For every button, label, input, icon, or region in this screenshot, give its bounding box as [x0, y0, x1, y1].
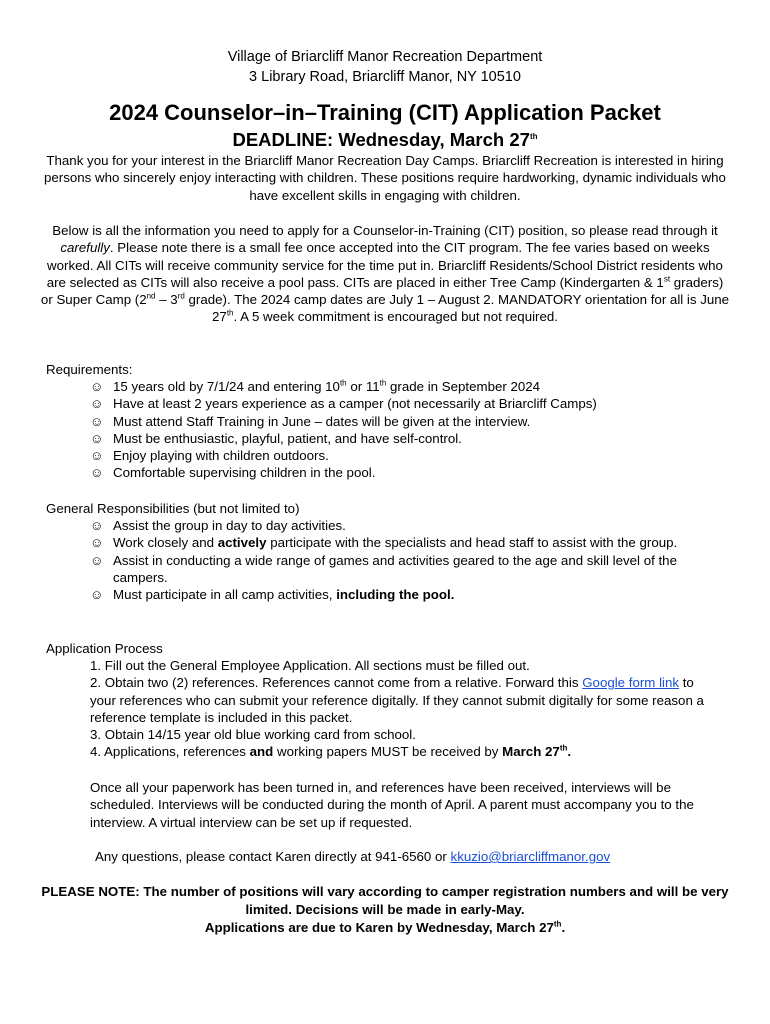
followup-paragraph: Once all your paperwork has been turned in, and references have been received, interviews will be scheduled. Interviews will be conducted during the month of April. A parent must accompany you to the interview. A virtual interview can be set up if requested.	[90, 780, 694, 830]
important-note	[30, 883, 740, 937]
step-3: 3. Obtain 14/15 year old blue working card from school.	[90, 727, 416, 743]
details-paragraph: Below is all the information you need to apply for a Counselor-in-Training (CIT) position, so please read through it carefully. Please note there is a small fee once accepted into the CIT program. The fee varies based on weeks worked. All CITs will receive community service for the time put in. Briarcliff Residents/School District residents who are selected as CITs will also receive a pool pass. CITs are placed in either Tree Camp (Kindergarten & 1st graders) or Super Camp (2nd – 3rd grade). The 2024 camp dates are July 1 – August 2. MANDATORY orientation for all is June 27th. A 5 week commitment is encouraged but not required.	[40, 223, 730, 325]
requirements-list	[90, 378, 710, 482]
deadline-heading: DEADLINE: Wednesday, March 27th	[232, 129, 538, 150]
requirements-heading: Requirements:	[46, 362, 133, 377]
smiley-icon: ☺	[90, 448, 104, 464]
list-item: ☺ Must participate in all camp activities, including the pool.	[90, 587, 455, 603]
smiley-icon: ☺	[90, 379, 104, 394]
smiley-icon: ☺	[90, 535, 104, 551]
list-item: ☺ Must attend Staff Training in June – dates will be given at the interview.	[90, 413, 531, 429]
list-item: ☺ Have at least 2 years experience as a camper (not necessarily at Briarcliff Camps)	[90, 396, 597, 412]
list-item: ☺ Must be enthusiastic, playful, patient, and have self-control.	[90, 430, 462, 446]
contact-line: Any questions, please contact Karen directly at 941-6560 or kkuzio@briarcliffmanor.gov	[95, 849, 611, 864]
process-steps	[90, 657, 720, 761]
note-line-2: Applications are due to Karen by Wednesday, March 27th.	[204, 919, 566, 935]
list-item: ☺ Enjoy playing with children outdoors.	[90, 448, 329, 464]
page-title: 2024 Counselor–in–Training (CIT) Application Packet	[109, 100, 661, 125]
list-item: ☺ 15 years old by 7/1/24 and entering 10th or 11th grade in September 2024	[90, 378, 541, 394]
step-1: 1. Fill out the General Employee Application. All sections must be filled out.	[90, 658, 530, 673]
smiley-icon: ☺	[90, 396, 104, 412]
responsibilities-heading: General Responsibilities (but not limited to)	[46, 501, 300, 516]
step-4: 4. Applications, references and working papers MUST be received by March 27th.	[90, 744, 572, 760]
list-item: ☺ Assist in conducting a wide range of games and activities geared to the age and skill level of the campers.	[90, 552, 677, 585]
smiley-icon: ☺	[90, 518, 104, 533]
smiley-icon: ☺	[90, 465, 104, 481]
org-address: 3 Library Road, Briarcliff Manor, NY 10510	[249, 69, 521, 85]
intro-paragraph: Thank you for your interest in the Briarcliff Manor Recreation Day Camps. Briarcliff Recreation is interested in hiring persons who sincerely enjoy interacting with children. These positions require hardworking, dynamic individuals who have excellent skills in engaging with children.	[44, 153, 726, 203]
list-item: ☺ Work closely and actively participate with the specialists and head staff to assist with the group.	[90, 535, 678, 551]
smiley-icon: ☺	[90, 413, 104, 429]
process-heading: Application Process	[46, 641, 163, 656]
step-2: 2. Obtain two (2) references. References cannot come from a relative. Forward this Google form link to your references who can submit your reference digitally. If they cannot submit digitally for some reason a reference template is included in this packet.	[90, 675, 704, 725]
google-form-link[interactable]: Google form link	[582, 675, 680, 691]
email-link[interactable]: kkuzio@briarcliffmanor.gov	[450, 849, 611, 864]
org-name: Village of Briarcliff Manor Recreation Department	[227, 49, 543, 65]
letterhead	[0, 47, 770, 87]
list-item: ☺ Assist the group in day to day activities.	[90, 518, 346, 533]
smiley-icon: ☺	[90, 552, 104, 568]
responsibilities-list	[90, 517, 710, 603]
smiley-icon: ☺	[90, 587, 104, 603]
note-line-1: PLEASE NOTE: The number of positions will vary according to camper registration numbers and will be very limited. Decisions will be made in early-May.	[41, 884, 729, 917]
list-item: ☺ Comfortable supervising children in the pool.	[90, 465, 376, 481]
smiley-icon: ☺	[90, 430, 104, 446]
